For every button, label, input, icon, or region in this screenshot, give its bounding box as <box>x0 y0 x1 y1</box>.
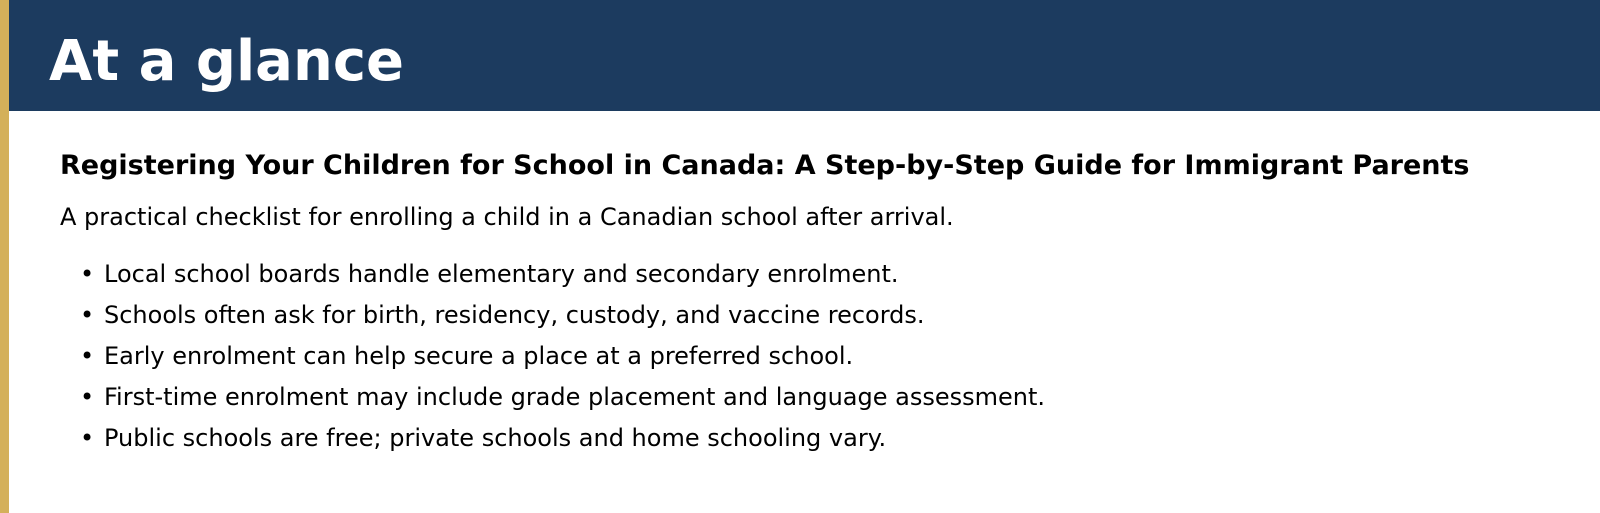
list-item-text: Local school boards handle elementary and secondary enrolment. <box>104 260 899 288</box>
list-item <box>80 377 1560 418</box>
document-intro: A practical checklist for enrolling a child in a Canadian school after arrival. <box>60 203 954 231</box>
bullet-icon: • <box>80 301 95 329</box>
list-item-text: Early enrolment can help secure a place at a preferred school. <box>104 342 854 370</box>
bullet-icon: • <box>80 424 95 452</box>
accent-stripe <box>0 0 9 513</box>
list-item-text: Schools often ask for birth, residency, custody, and vaccine records. <box>104 301 925 329</box>
page-title: At a glance <box>49 29 405 94</box>
key-points-list <box>60 254 1560 459</box>
bullet-icon: • <box>80 260 95 288</box>
list-item <box>80 418 1560 459</box>
document-title: Registering Your Children for School in Canada: A Step-by-Step Guide for Immigrant Parents <box>60 150 1470 181</box>
bullet-icon: • <box>80 383 95 411</box>
list-item <box>80 254 1560 295</box>
list-item <box>80 336 1560 377</box>
content-area <box>60 146 1560 459</box>
list-item <box>80 295 1560 336</box>
bullet-icon: • <box>80 342 95 370</box>
header-band <box>9 0 1600 111</box>
list-item-text: First-time enrolment may include grade placement and language assessment. <box>104 383 1046 411</box>
list-item-text: Public schools are free; private schools and home schooling vary. <box>104 424 887 452</box>
